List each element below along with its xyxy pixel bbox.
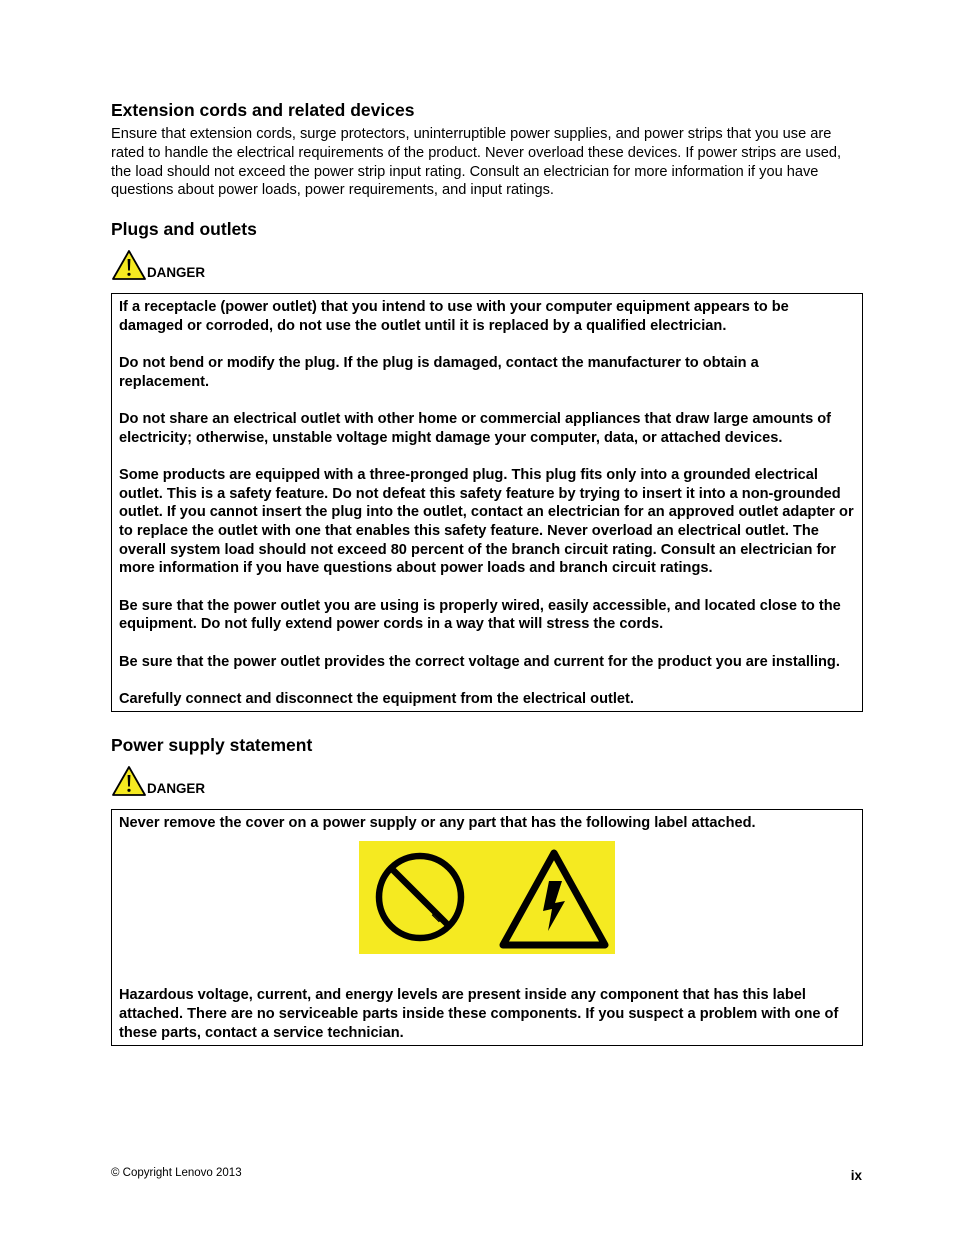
plugs-outlets-section xyxy=(111,218,863,712)
extension-cords-heading: Extension cords and related devices xyxy=(111,100,415,120)
danger-paragraph: Be sure that the power outlet provides the correct voltage and current for the product you are installing. xyxy=(119,653,840,670)
page-number: ix xyxy=(850,1168,862,1183)
hazard-label xyxy=(359,841,615,954)
page-content xyxy=(111,99,863,1046)
danger-notice xyxy=(111,247,863,281)
danger-paragraph: Do not share an electrical outlet with other home or commercial appliances that draw large amounts of electricity; otherwise, unstable voltage might damage your computer, data, or attached devices. xyxy=(119,411,832,446)
danger-paragraph: Carefully connect and disconnect the equipment from the electrical outlet. xyxy=(119,690,634,707)
danger-box xyxy=(111,809,863,1046)
power-supply-heading: Power supply statement xyxy=(111,735,313,756)
hazard-label-graphic xyxy=(119,841,855,954)
danger-box xyxy=(111,293,863,712)
danger-paragraph: If a receptacle (power outlet) that you intend to use with your computer equipment appears to be damaged or corroded, do not use the outlet until it is replaced by a qualified electrician. xyxy=(119,299,789,334)
plugs-outlets-heading: Plugs and outlets xyxy=(111,219,257,240)
danger-paragraph: Do not bend or modify the plug. If the plug is damaged, contact the manufacturer to obtain a replacement. xyxy=(119,355,759,390)
extension-cords-body: Ensure that extension cords, surge protectors, uninterruptible power supplies, and power strips that you use are rated to handle the electrical requirements of the product. Never overload these devices. If power strips are used, the load should not exceed the power strip input rating. Consult an electrician for more information if you have questions about power loads, power requirements, and input ratings. xyxy=(111,126,842,199)
danger-label: DANGER xyxy=(147,781,206,797)
danger-paragraph: Some products are equipped with a three-pronged plug. This plug fits only into a grounded electrical outlet. This is a safety feature. Do not defeat this safety feature by trying to insert it into a non-grounded outlet. If you cannot insert the plug into the outlet, contact an electrician for an approved outlet adapter or to replace the outlet with one that enables this safety feature. Never overload an electrical outlet. The overall system load should not exceed 80 percent of the branch circuit rating. Consult an electrician for more information if you have questions about power loads and branch circuit ratings. xyxy=(119,466,854,577)
danger-label: DANGER xyxy=(147,265,206,281)
footer-copyright: © Copyright Lenovo 2013 xyxy=(111,1167,242,1179)
warning-triangle-icon xyxy=(111,249,147,281)
power-supply-section xyxy=(111,734,863,1046)
hazard-paragraph: Hazardous voltage, current, and energy levels are present inside any component that has this label attached. There are no serviceable parts inside these components. If you suspect a problem with one of these parts, contact a service technician. xyxy=(119,987,839,1041)
extension-cords-section xyxy=(111,99,863,200)
danger-intro: Never remove the cover on a power supply or any part that has the following label attached. xyxy=(119,815,756,832)
danger-notice xyxy=(111,763,863,797)
danger-paragraph: Be sure that the power outlet you are using is properly wired, easily accessible, and located close to the equipment. Do not fully extend power cords in a way that will stress the cords. xyxy=(119,597,841,633)
warning-triangle-icon xyxy=(111,765,147,797)
